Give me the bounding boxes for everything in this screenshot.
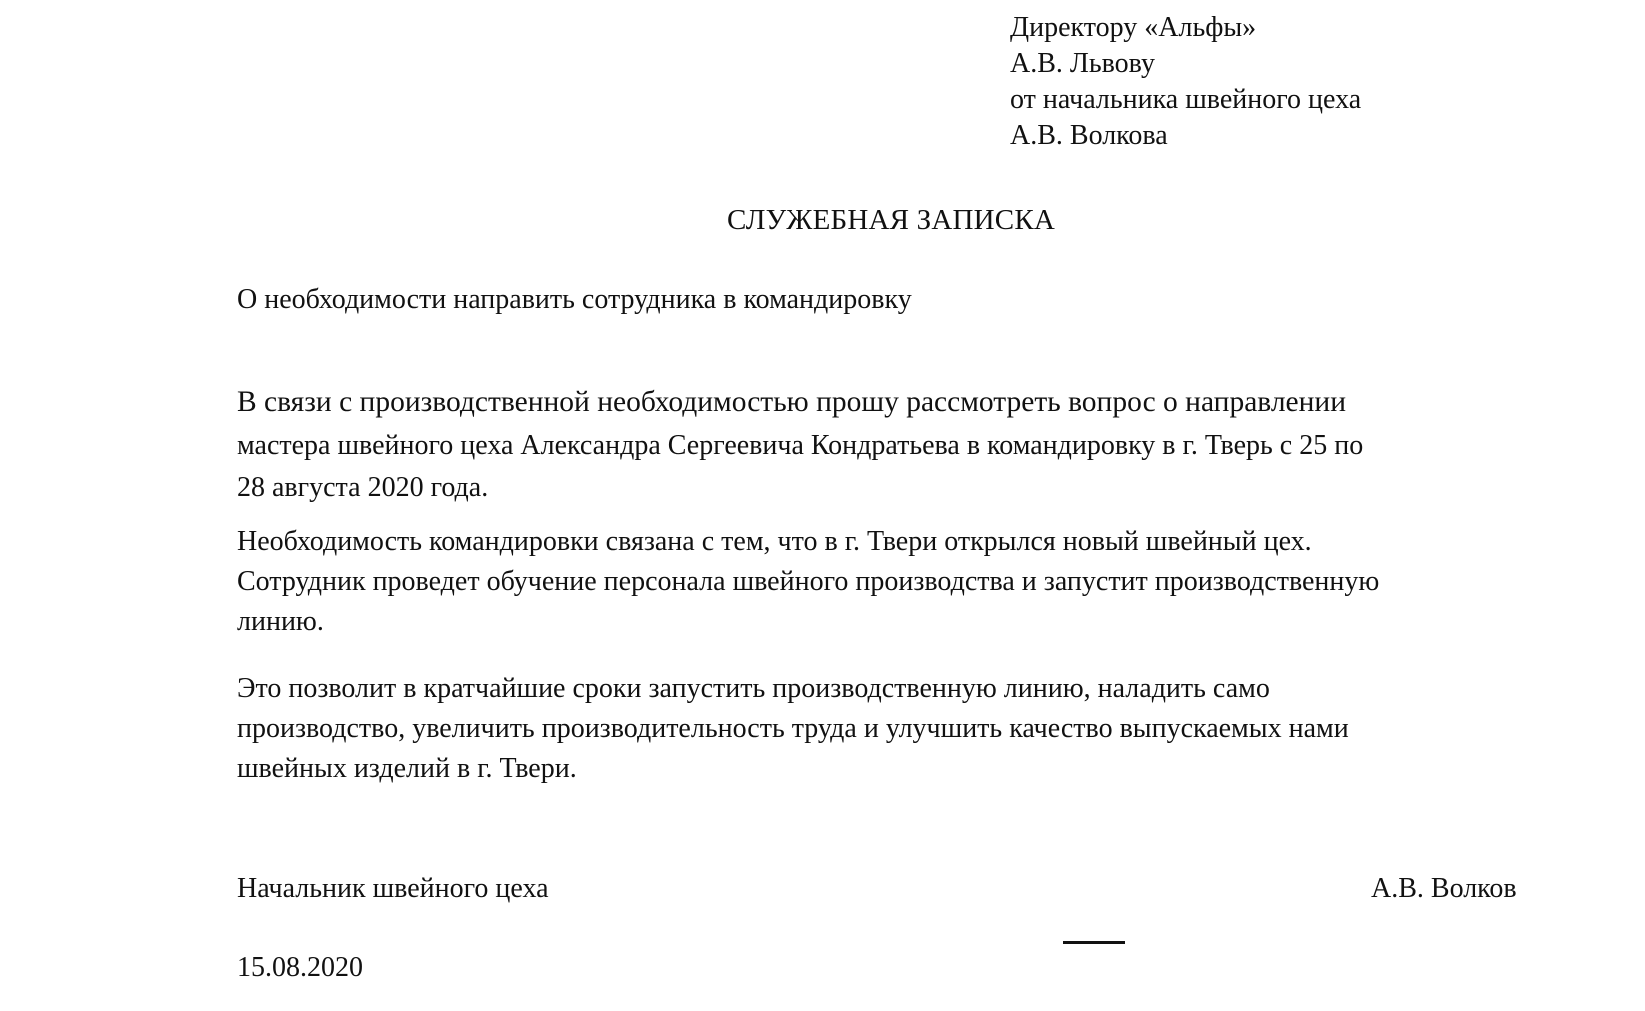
document-title: СЛУЖЕБНАЯ ЗАПИСКА — [726, 204, 1056, 236]
document-date: 15.08.2020 — [237, 952, 363, 983]
addressee-block — [1010, 10, 1361, 154]
document-subject: О необходимости направить сотрудника в командировку — [237, 284, 912, 315]
paragraph-line: производство, увеличить производительность труда и улучшить качество выпускаемых нами — [237, 713, 1349, 744]
paragraph-line: швейных изделий в г. Твери. — [237, 753, 577, 784]
paragraph-line: линию. — [237, 606, 324, 637]
addressee-line: от начальника швейного цеха — [1010, 84, 1362, 115]
paragraph-line: Это позволит в кратчайшие сроки запустить производственную линию, наладить само — [237, 673, 1270, 704]
signer-name: А.В. Волков — [1371, 873, 1517, 904]
addressee-line: А.В. Волкова — [1010, 120, 1168, 151]
addressee-line: А.В. Львову — [1010, 48, 1155, 79]
signer-position: Начальник швейного цеха — [237, 873, 549, 904]
paragraph-line: В связи с производственной необходимостью прошу рассмотреть вопрос о направлении — [237, 386, 1347, 418]
addressee-line: Директору «Альфы» — [1010, 12, 1257, 43]
paragraph-line: мастера швейного цеха Александра Сергеевича Кондратьева в командировку в г. Тверь с 25 по — [237, 430, 1364, 461]
paragraph-line: Необходимость командировки связана с тем, что в г. Твери открылся новый швейный цех. — [237, 526, 1312, 557]
paragraph-line: 28 августа 2020 года. — [237, 472, 489, 503]
signature-line — [1063, 941, 1125, 944]
paragraph-line: Сотрудник проведет обучение персонала швейного производства и запустит производственную — [237, 566, 1380, 597]
